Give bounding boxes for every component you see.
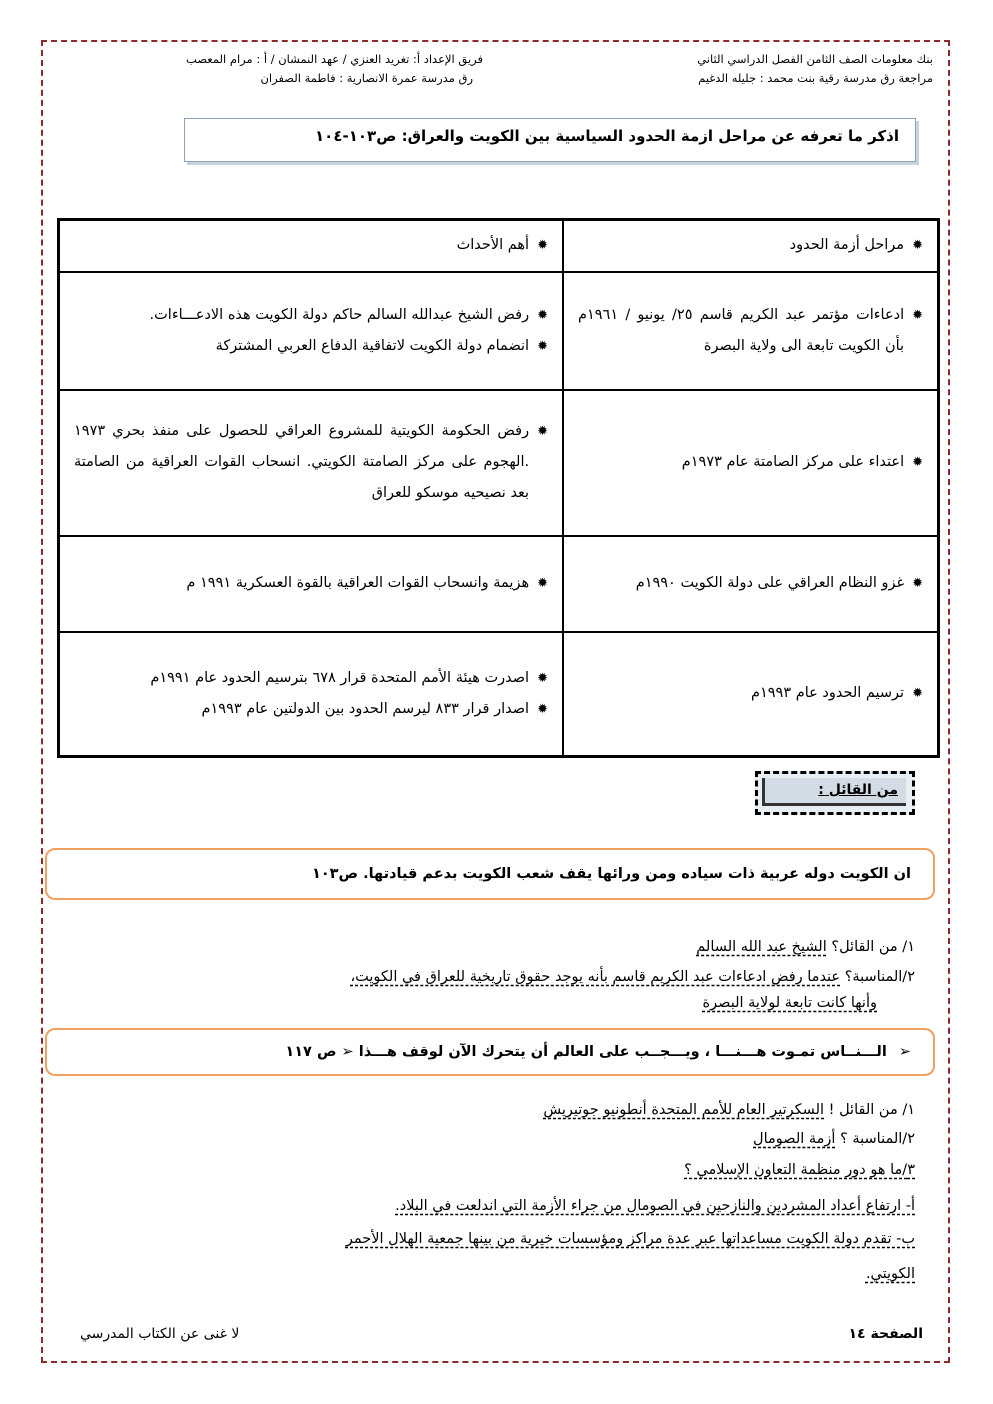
answer: الشيخ عبد الله السالم — [696, 939, 827, 955]
star-bullet-icon: ✹ — [537, 670, 548, 686]
events-cell: ✹ رفض الشيخ عبدالله السالم حاكم دولة الكويت هذه الادعـــاءات. ✹ انضمام دولة الكويت لاتفاقية الدفاع العربي المشتركة — [59, 272, 564, 390]
speaker-heading-box — [755, 771, 915, 815]
question-line: ٢/المناسبة ؟ أزمة الصومال — [753, 1131, 915, 1147]
star-bullet-icon: ✹ — [537, 338, 548, 354]
answer: أزمة الصومال — [753, 1131, 836, 1147]
arrow-icon: ➢ — [898, 1044, 911, 1060]
star-bullet-icon: ✹ — [537, 307, 548, 323]
table-row — [59, 632, 939, 757]
column-header-events: ✹ أهم الأحداث — [59, 220, 564, 272]
question-line: ٣/ما هو دور منظمة التعاون الإسلامي ؟ — [684, 1162, 915, 1178]
question-title: اذكر ما تعرفه عن مراحل ازمة الحدود السياسية بين الكويت والعراق: ص١٠٣-١٠٤ — [184, 118, 916, 162]
table-row — [59, 536, 939, 632]
answer: السكرتير العام للأمم المتحدة أنطونيو جوتيريش — [543, 1102, 825, 1118]
stage-cell: ✹ ترسيم الحدود عام ١٩٩٣م — [563, 632, 939, 757]
answer: عندما رفض ادعاءات عبد الكريم قاسم بأنه يوجد حقوق تاريخية للعراق في الكويت، — [350, 969, 841, 985]
stage-cell: ✹ اعتداء على مركز الصامتة عام ١٩٧٣م — [563, 390, 939, 536]
star-bullet-icon: ✹ — [912, 455, 923, 470]
stage-cell: ✹ ادعاءات مؤتمر عبد الكريم قاسم ٢٥/ يونيو / ١٩٦١م بأن الكويت تابعة الى ولاية البصرة — [563, 272, 939, 390]
star-bullet-icon: ✹ — [537, 238, 548, 254]
answer-line: ب- تقدم دولة الكويت مساعداتها عبر عدة مراكز ومؤسسات خيرية من بينها جمعية الهلال الأحمر — [345, 1231, 915, 1247]
header-line: مراجعة رق مدرسة رقية بنت محمد : جليله الدغيم — [698, 71, 933, 85]
column-header-stages: ✹ مراحل أزمة الحدود — [563, 220, 939, 272]
events-cell: ✹ رفض الحكومة الكويتية للمشروع العراقي للحصول على منفذ بحري ١٩٧٣ .الهجوم على مركز الصامتة الكويتي. انسحاب القوات العراقية من الصامتة بعد نصيحيه موسكو للعراق — [59, 390, 564, 536]
star-bullet-icon: ✹ — [912, 576, 923, 591]
star-bullet-icon: ✹ — [912, 238, 923, 254]
header-team-info — [186, 50, 483, 88]
star-bullet-icon: ✹ — [537, 424, 548, 439]
stage-cell: ✹ غزو النظام العراقي على دولة الكويت ١٩٩٠م — [563, 536, 939, 632]
table-row — [59, 390, 939, 536]
header-line: رق مدرسة عمرة الانصارية : فاطمة الصفران — [260, 71, 473, 85]
star-bullet-icon: ✹ — [912, 686, 923, 702]
header-line: فريق الإعداد أ: تغريد العنزي / عهد النمشان / أ : مرام المعصب — [186, 52, 483, 66]
star-bullet-icon: ✹ — [537, 576, 548, 591]
table-header-row — [59, 220, 939, 272]
header-line: بنك معلومات الصف الثامن الفصل الدراسي الثاني — [697, 52, 933, 66]
events-cell: ✹ هزيمة وانسحاب القوات العراقية بالقوة العسكرية ١٩٩١ م — [59, 536, 564, 632]
answer-continuation: وأنها كانت تابعة لولاية البصرة — [702, 995, 877, 1011]
footer-slogan: لا غنى عن الكتاب المدرسي — [80, 1326, 240, 1342]
events-cell: ✹ اصدرت هيئة الأمم المتحدة قرار ٦٧٨ بترسيم الحدود عام ١٩٩١م ✹ اصدار قرار ٨٣٣ ليرسم الحدود بين الدولتين عام ١٩٩٣م — [59, 632, 564, 757]
star-bullet-icon: ✹ — [537, 701, 548, 717]
quote-box-1 — [45, 848, 935, 900]
quote-box-2 — [45, 1028, 935, 1076]
quote-text: ان الكويت دوله عربية ذات سياده ومن ورائها يقف شعب الكويت بدعم قيادتها. ص١٠٣ — [311, 866, 911, 882]
speaker-heading: من القائل : — [762, 778, 906, 806]
question-line: ١/ من القائل؟ الشيخ عبد الله السالم — [696, 939, 915, 955]
header-school-info — [697, 50, 933, 88]
quote-text: الـــنــاس تمـوت هـــنـــا ، ويـــجــب على العالم أن يتحرك الآن لوقف هـــذا ➢ ص ١١٧ — [285, 1044, 887, 1060]
border-crisis-table — [57, 218, 940, 758]
answer-line: الكويتي. — [865, 1266, 915, 1282]
question-line: ٢/المناسبة؟ عندما رفض ادعاءات عبد الكريم قاسم بأنه يوجد حقوق تاريخية للعراق في الكويت، — [350, 969, 915, 985]
question-line: ١/ من القائل ! السكرتير العام للأمم المتحدة أنطونيو جوتيريش — [543, 1102, 915, 1118]
page-number: الصفحة ١٤ — [848, 1326, 923, 1342]
table-row — [59, 272, 939, 390]
star-bullet-icon: ✹ — [912, 307, 923, 323]
answer-line: أ- ارتفاع أعداد المشردين والنازحين في الصومال من جراء الأزمة التي اندلعت في البلاد. — [395, 1198, 915, 1214]
